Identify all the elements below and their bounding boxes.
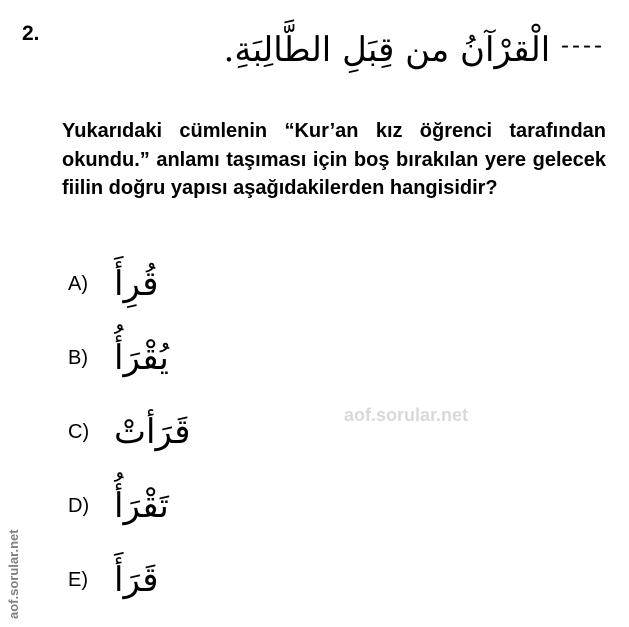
watermark-center: aof.sorular.net: [344, 405, 469, 425]
arabic-sentence: الْقرْآنُ من قِبَلِ الطَّالِبَةِ.: [223, 30, 551, 70]
option-b-letter: B): [68, 346, 88, 369]
option-b-arabic: يُقْرَأُ: [114, 338, 169, 378]
question-number: 2.: [22, 22, 40, 45]
option-b[interactable]: [68, 332, 169, 384]
option-a-letter: A): [68, 272, 88, 295]
blank-placeholder: ----: [561, 32, 605, 59]
option-d[interactable]: [68, 480, 169, 532]
option-c-letter: C): [68, 420, 90, 443]
watermark-side: aof.sorular.net: [6, 529, 21, 619]
option-d-letter: D): [68, 494, 90, 517]
question-text: Yukarıdaki cümlenin “Kur’an kız öğrenci tarafından okundu.” anlamı taşıması için boş bırakılan yere gelecek fiilin doğru yapısı aşağıdakilerden hangisidir?: [62, 120, 606, 199]
option-c-arabic: قَرَأتْ: [114, 412, 191, 452]
option-e[interactable]: [68, 554, 158, 606]
option-e-letter: E): [68, 568, 88, 591]
arabic-sentence-line: [224, 22, 605, 80]
option-e-arabic: قَرَأَ: [114, 560, 159, 600]
option-d-arabic: تَقْرَأُ: [114, 486, 169, 526]
option-a[interactable]: [68, 258, 158, 310]
option-c[interactable]: [68, 406, 190, 458]
option-a-arabic: قُرِأَ: [114, 264, 159, 304]
